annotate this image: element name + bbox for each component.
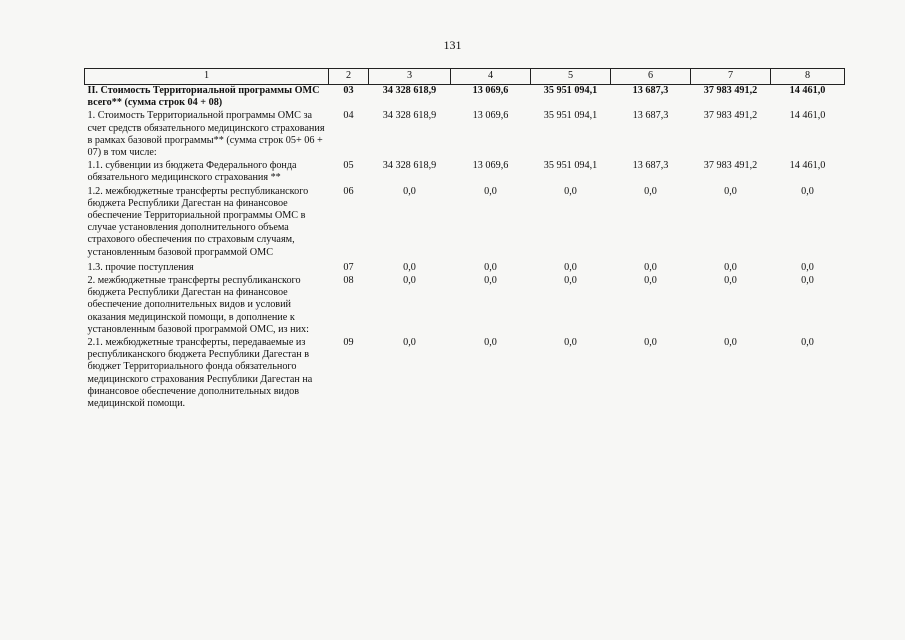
table-row xyxy=(85,110,845,160)
row-value: 0,0 xyxy=(801,261,814,273)
table-body xyxy=(85,85,845,412)
row-code: 03 xyxy=(343,85,354,96)
row-code: 06 xyxy=(343,185,354,197)
header-col-4: 4 xyxy=(451,69,531,85)
table-row xyxy=(85,337,845,411)
row-value: 0,0 xyxy=(484,185,497,197)
header-col-8: 8 xyxy=(771,69,845,85)
row-value: 34 328 618,9 xyxy=(382,160,437,172)
row-value: 0,0 xyxy=(403,185,416,197)
row-value: 0,0 xyxy=(724,337,737,349)
table-row xyxy=(85,260,845,275)
row-value: 37 983 491,2 xyxy=(703,85,758,96)
row-value: 34 328 618,9 xyxy=(382,85,437,96)
budget-table xyxy=(84,68,845,411)
row-label: 1.2. межбюджетные трансферты республиканского бюджета Республики Дагестан на финансовое обеспечение Территориальной программы ОМС в случае установления дополнительного объема страхового обеспечения по страховым случаям, установленным базовой программой ОМС xyxy=(87,185,309,258)
row-value: 13 069,6 xyxy=(472,160,509,172)
row-value: 0,0 xyxy=(403,261,416,273)
header-col-2: 2 xyxy=(329,69,369,85)
row-value: 13 069,6 xyxy=(472,110,509,122)
row-value: 37 983 491,2 xyxy=(703,160,758,172)
row-value: 35 951 094,1 xyxy=(543,85,598,96)
row-value: 0,0 xyxy=(564,275,577,287)
row-value: 0,0 xyxy=(644,337,657,349)
row-code: 04 xyxy=(343,110,354,122)
row-value: 0,0 xyxy=(403,337,416,349)
table-row xyxy=(85,85,845,111)
row-value: 35 951 094,1 xyxy=(543,110,598,122)
row-value: 0,0 xyxy=(801,337,814,349)
row-value: 13 687,3 xyxy=(632,160,669,172)
row-label: II. Стоимость Территориальной программы ОМС всего** (сумма строк 04 + 08) xyxy=(87,85,320,109)
row-value: 0,0 xyxy=(564,337,577,349)
row-code: 09 xyxy=(343,337,354,349)
header-col-6: 6 xyxy=(611,69,691,85)
header-col-7: 7 xyxy=(691,69,771,85)
row-value: 14 461,0 xyxy=(789,160,826,172)
header-col-1: 1 xyxy=(85,69,329,85)
row-value: 0,0 xyxy=(564,185,577,197)
header-col-5: 5 xyxy=(531,69,611,85)
row-value: 0,0 xyxy=(724,275,737,287)
row-value: 35 951 094,1 xyxy=(543,160,598,172)
row-value: 0,0 xyxy=(801,275,814,287)
row-value: 34 328 618,9 xyxy=(382,110,437,122)
table-row xyxy=(85,186,845,260)
row-code: 08 xyxy=(343,275,354,287)
header-row xyxy=(85,69,845,85)
table-row xyxy=(85,275,845,337)
row-value: 0,0 xyxy=(484,261,497,273)
row-value: 14 461,0 xyxy=(789,110,826,122)
page-number: 131 xyxy=(443,38,462,52)
row-code: 07 xyxy=(343,261,354,273)
row-label: 2. межбюджетные трансферты республиканского бюджета Республики Дагестан на финансовое обеспечение дополнительных видов и условий оказания медицинской помощи, в дополнение к установленным базовой программой ОМС, из них: xyxy=(87,275,309,335)
row-value: 37 983 491,2 xyxy=(703,110,758,122)
row-value: 0,0 xyxy=(644,275,657,287)
row-label: 1.3. прочие поступления xyxy=(87,261,194,273)
row-value: 0,0 xyxy=(644,185,657,197)
row-value: 0,0 xyxy=(801,185,814,197)
row-value: 0,0 xyxy=(564,261,577,273)
row-value: 0,0 xyxy=(403,275,416,287)
row-value: 13 687,3 xyxy=(632,110,669,122)
row-label: 1.1. субвенции из бюджета Федерального фонда обязательного медицинского страхования ** xyxy=(87,160,297,184)
table-header xyxy=(85,69,845,85)
row-value: 0,0 xyxy=(484,337,497,349)
header-col-3: 3 xyxy=(369,69,451,85)
row-value: 13 687,3 xyxy=(632,85,669,96)
row-code: 05 xyxy=(343,160,354,172)
row-value: 13 069,6 xyxy=(472,85,509,96)
row-value: 0,0 xyxy=(724,185,737,197)
row-value: 0,0 xyxy=(724,261,737,273)
row-label: 2.1. межбюджетные трансферты, передаваемые из республиканского бюджета Республики Дагестан в бюджет Территориального фонда обязательного медицинского страхования Республики Дагестан на финансовое обеспечение дополнительных видов медицинской помощи. xyxy=(87,337,313,410)
row-value: 0,0 xyxy=(484,275,497,287)
row-value: 0,0 xyxy=(644,261,657,273)
row-label: 1. Стоимость Территориальной программы ОМС за счет средств обязательного медицинского страхования в рамках базовой программы** (сумма строк 05+ 06 + 07) в том числе: xyxy=(87,110,325,159)
table-row xyxy=(85,160,845,185)
row-value: 14 461,0 xyxy=(789,85,826,96)
